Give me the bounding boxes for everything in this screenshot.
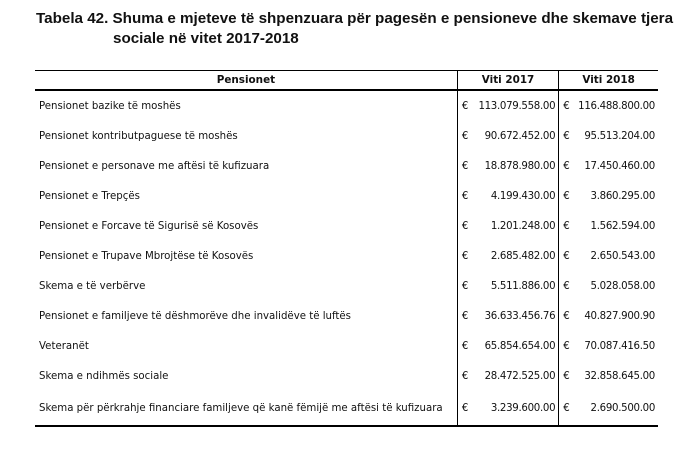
euro-symbol: € bbox=[461, 402, 469, 414]
value-2017 bbox=[457, 121, 558, 151]
table-row bbox=[35, 391, 658, 426]
amount-2017: 36.633.456.76 bbox=[484, 310, 556, 322]
table-row bbox=[35, 271, 658, 301]
table-row bbox=[35, 361, 658, 391]
euro-symbol: € bbox=[563, 310, 570, 322]
amount-2017: 5.511.886.00 bbox=[490, 280, 556, 292]
row-label: Pensionet kontributpaguese të moshës bbox=[39, 130, 238, 142]
euro-symbol: € bbox=[563, 370, 570, 382]
value-2018 bbox=[559, 151, 658, 181]
amount-2018: 116.488.800.00 bbox=[578, 100, 655, 112]
euro-symbol: € bbox=[461, 220, 469, 232]
pensions-table bbox=[35, 70, 658, 427]
row-label: Pensionet e Trepçës bbox=[39, 190, 140, 202]
euro-symbol: € bbox=[563, 340, 570, 352]
value-2018 bbox=[559, 211, 658, 241]
value-2017 bbox=[457, 361, 558, 391]
euro-symbol: € bbox=[461, 100, 469, 112]
value-2017 bbox=[457, 211, 558, 241]
amount-2018: 70.087.416.50 bbox=[584, 340, 655, 352]
euro-symbol: € bbox=[461, 280, 469, 292]
amount-2018: 17.450.460.00 bbox=[584, 160, 655, 172]
euro-symbol: € bbox=[461, 130, 469, 142]
value-2017 bbox=[457, 181, 558, 211]
header-viti-2017: Viti 2017 bbox=[457, 71, 558, 91]
amount-2018: 32.858.645.00 bbox=[584, 370, 655, 382]
table-row bbox=[35, 241, 658, 271]
amount-2018: 1.562.594.00 bbox=[590, 220, 655, 232]
table-caption bbox=[36, 9, 686, 49]
euro-symbol: € bbox=[563, 250, 570, 262]
value-2018 bbox=[559, 331, 658, 361]
row-label: Skema e të verbërve bbox=[39, 280, 146, 292]
euro-symbol: € bbox=[563, 280, 570, 292]
amount-2017: 3.239.600.00 bbox=[490, 402, 556, 414]
value-2018 bbox=[559, 391, 658, 426]
table-body bbox=[35, 90, 658, 426]
euro-symbol: € bbox=[461, 250, 469, 262]
value-2018 bbox=[559, 90, 658, 121]
value-2017 bbox=[457, 90, 558, 121]
value-2018 bbox=[559, 271, 658, 301]
amount-2017: 113.079.558.00 bbox=[478, 100, 556, 112]
amount-2018: 3.860.295.00 bbox=[590, 190, 655, 202]
table-row bbox=[35, 181, 658, 211]
euro-symbol: € bbox=[563, 190, 570, 202]
amount-2018: 2.690.500.00 bbox=[590, 402, 655, 414]
row-label: Veteranët bbox=[39, 340, 89, 352]
euro-symbol: € bbox=[563, 220, 570, 232]
euro-symbol: € bbox=[461, 340, 469, 352]
value-2018 bbox=[559, 361, 658, 391]
caption-line-1: Tabela 42. Shuma e mjeteve të shpenzuara për pagesën e pensioneve dhe skemave tjera bbox=[36, 10, 674, 27]
row-label: Pensionet e Trupave Mbrojtëse të Kosovës bbox=[39, 250, 254, 262]
table-row bbox=[35, 121, 658, 151]
value-2018 bbox=[559, 181, 658, 211]
header-pensionet: Pensionet bbox=[35, 71, 457, 91]
euro-symbol: € bbox=[461, 370, 469, 382]
euro-symbol: € bbox=[461, 160, 469, 172]
amount-2018: 2.650.543.00 bbox=[590, 250, 655, 262]
amount-2017: 65.854.654.00 bbox=[484, 340, 556, 352]
euro-symbol: € bbox=[563, 130, 570, 142]
value-2018 bbox=[559, 241, 658, 271]
euro-symbol: € bbox=[563, 160, 570, 172]
table-row bbox=[35, 301, 658, 331]
amount-2017: 2.685.482.00 bbox=[490, 250, 556, 262]
value-2017 bbox=[457, 271, 558, 301]
header-viti-2018: Viti 2018 bbox=[559, 71, 658, 91]
table-row bbox=[35, 211, 658, 241]
table-row bbox=[35, 90, 658, 121]
row-label: Skema për përkrahje financiare familjeve që kanë fëmijë me aftësi të kufizuara bbox=[35, 391, 457, 426]
row-label: Pensionet bazike të moshës bbox=[39, 100, 181, 112]
amount-2017: 18.878.980.00 bbox=[484, 160, 556, 172]
header-row bbox=[35, 71, 658, 91]
caption-line-2: sociale në vitet 2017-2018 bbox=[113, 30, 299, 47]
euro-symbol: € bbox=[563, 100, 570, 112]
row-label: Pensionet e personave me aftësi të kufizuara bbox=[39, 160, 270, 172]
amount-2018: 40.827.900.90 bbox=[584, 310, 655, 322]
euro-symbol: € bbox=[461, 190, 469, 202]
value-2017 bbox=[457, 151, 558, 181]
row-label: Pensionet e familjeve të dëshmorëve dhe invalidëve të luftës bbox=[39, 310, 351, 322]
row-label: Skema e ndihmës sociale bbox=[39, 370, 169, 382]
amount-2017: 28.472.525.00 bbox=[484, 370, 556, 382]
euro-symbol: € bbox=[563, 402, 570, 414]
value-2017 bbox=[457, 241, 558, 271]
amount-2017: 90.672.452.00 bbox=[484, 130, 556, 142]
value-2017 bbox=[457, 301, 558, 331]
table-row bbox=[35, 331, 658, 361]
value-2017 bbox=[457, 331, 558, 361]
table-row bbox=[35, 151, 658, 181]
amount-2017: 1.201.248.00 bbox=[490, 220, 556, 232]
amount-2017: 4.199.430.00 bbox=[490, 190, 556, 202]
amount-2018: 95.513.204.00 bbox=[584, 130, 655, 142]
value-2018 bbox=[559, 301, 658, 331]
value-2017 bbox=[457, 391, 558, 426]
row-label: Pensionet e Forcave të Sigurisë së Kosovës bbox=[39, 220, 259, 232]
amount-2018: 5.028.058.00 bbox=[590, 280, 655, 292]
euro-symbol: € bbox=[461, 310, 469, 322]
value-2018 bbox=[559, 121, 658, 151]
